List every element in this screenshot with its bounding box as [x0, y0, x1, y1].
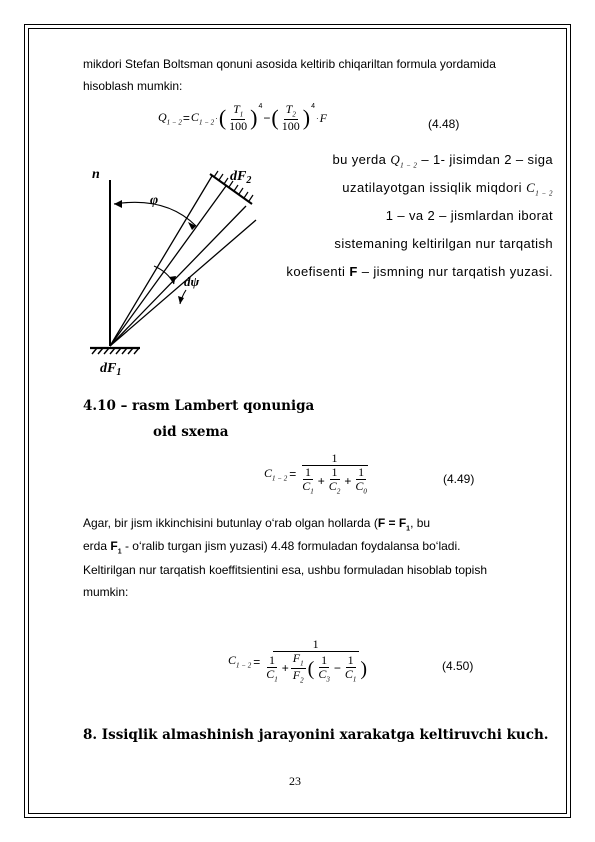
equation-number-4-49: (4.49): [443, 472, 475, 486]
side-text-line-5: koefisenti F – jismning nur tarqatish yuzasi.: [286, 264, 553, 279]
ray-bundle: [110, 176, 256, 346]
paragraph-1-line-1: mikdori Stefan Boltsman qonuni asosida keltirib chiqariltan formula yordamida: [83, 57, 496, 71]
label-dpsi: dψ: [184, 274, 200, 289]
paragraph-2-line-1: Agar, bir jism ikkinchisini butunlay o‘rab olgan hollarda ($F = F_1$, bu: [83, 516, 431, 533]
label-df2: $dF_2$: [230, 169, 252, 186]
equation-4-48: $Q_{1 - 2}$ = $C_{1 - 2}$ · ( $\frac{T_1}{100}$ ) $^4$ − ( $\frac{T_2}{100}$ ) $^4$ · F: [158, 102, 327, 134]
side-text-line-4: sistemaning keltirilgan nur tarqatish: [334, 236, 553, 251]
label-phi: φ: [150, 193, 159, 208]
equation-4-49: $C_{1 - 2}$ = 1 $\frac{1}{C_1}$ + $\frac{1}{C_2}$ + $\frac{1}{C_0}$: [264, 452, 371, 496]
equation-number-4-50: (4.50): [442, 659, 474, 673]
angle-phi-arrowhead: [114, 200, 122, 208]
paragraph-2-line-4: mumkin:: [83, 585, 129, 599]
label-n: n: [92, 167, 100, 182]
label-df1: $dF_1$: [100, 361, 122, 378]
paragraph-2-line-3: Keltirilgan nur tarqatish koeffitsientini esa, ushbu formuladan hisoblab topish: [83, 563, 488, 577]
paragraph-1-line-2: hisoblash mumkin:: [83, 79, 183, 93]
page-border-inner: [28, 28, 567, 814]
eq448-frac-t2: $\frac{T_2}{100}$: [281, 102, 300, 134]
figure-caption-line-2: oid sxema: [153, 424, 229, 440]
eq448-lhs: $Q_{1 - 2}$: [158, 109, 182, 127]
paragraph-2-line-2: erda $F_1$ - o‘ralib turgan jism yuzasi) 4.48 formuladan foydalansa bo‘ladi.: [83, 539, 461, 556]
equation-number-4-48: (4.48): [428, 117, 460, 131]
equation-4-50: $C_{1 - 2}$ = 1 $\frac{1}{C_1}$ + $\frac{F_1}{F_2}$ ( $\frac{1}{C_3}$ − $\frac{1}{C_1}$ ): [228, 637, 368, 685]
figure-caption-line-1: 4.10 – rasm Lambert qonuniga: [83, 398, 315, 414]
side-text-line-2: uzatilayotgan issiqlik miqdori $C_{1 - 2}$: [342, 180, 553, 198]
eq450-main-frac: 1 $\frac{1}{C_1}$ + $\frac{F_1}{F_2}$ ( $\frac{1}{C_3}$ − $\frac{1}{C_1}$ ): [266, 637, 368, 685]
section-heading: 8. Issiqlik almashinish jarayonini xarakatga keltiruvchi kuch.: [83, 727, 549, 743]
eq448-c: $C_{1 - 2}$: [190, 109, 215, 127]
side-text-line-1: bu yerda $Q_{1 - 2} - 1-$ jisimdan 2 – siga: [332, 152, 553, 170]
eq449-main-frac: 1 $\frac{1}{C_1}$ + $\frac{1}{C_2}$ + $\frac{1}{C_0}$: [302, 451, 367, 496]
page-number: 23: [289, 774, 301, 788]
side-text-line-3: 1 – va 2 – jismlardan iborat: [385, 208, 553, 223]
eq448-frac-t1: $\frac{T_1}{100}$: [229, 102, 248, 134]
lambert-figure: [84, 158, 264, 383]
